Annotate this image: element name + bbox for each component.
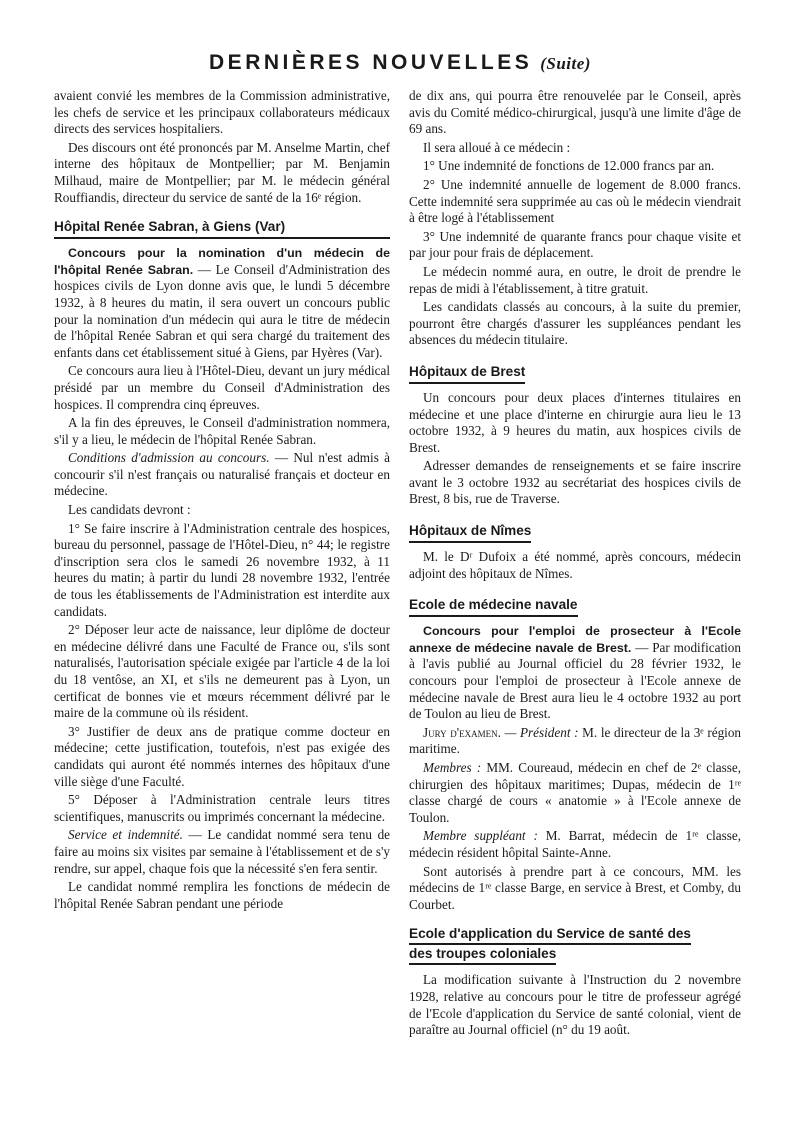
paragraph: La modification suivante à l'Instruction du 2 novembre 1928, relative au concours pour le titre de professeur agrégé de l'Ecole d'application du Service de santé colonial, vient de paraître au Journal officiel (n° du 19 août. <box>409 972 741 1038</box>
paragraph: Un concours pour deux places d'internes titulaires en médecine et une place d'interne en chirurgie aura lieu le 13 octobre 1932, à 9 heures du matin, aux hospices civils de Brest. <box>409 389 741 455</box>
paragraph: Il sera alloué à ce médecin : <box>423 139 571 155</box>
paragraph <box>54 450 390 500</box>
italic-label: — Président : <box>504 724 579 740</box>
paragraph-text: — Le Conseil d'Administration des hospices civils de Lyon donne avis que, le lundi 5 décembre 1932, à 8 heures du matin, il sera ouvert un concours public pour la nomination d'un médecin qui aura le titre de médecin de l'hôpital Renée Sabran et qui sera chargé du traitement des enfants dans cet établissement situé à Giens, par Hyères (Var). <box>54 261 390 360</box>
paragraph <box>409 760 741 826</box>
paragraph: A la fin des épreuves, le Conseil d'administration nommera, s'il y a lieu, le médecin de l'hôpital Renée Sabran. <box>54 415 390 447</box>
paragraph <box>409 828 741 861</box>
paragraph: 5° Déposer à l'Administration centrale leurs titres scientifiques, manuscrits ou imprimés concernant la médecine. <box>54 792 390 824</box>
italic-label: Service et indemnité. <box>68 827 183 843</box>
section-title-line-1: Ecole d'application du Service de santé des <box>409 925 691 945</box>
section-title-brest: Hôpitaux de Brest <box>409 363 525 384</box>
paragraph: 3° Justifier de deux ans de pratique comme docteur en médecine; cette justification, toutefois, n'est pas exigée des candidats qui auront été nommés internes des hôpitaux d'une ville siège d'une Faculté. <box>54 723 390 789</box>
paragraph: Le médecin nommé aura, en outre, le droit de prendre le repas de midi à l'établissement, à titre gratuit. <box>409 263 741 296</box>
section-title-line-2: des troupes coloniales <box>409 945 556 965</box>
page-header <box>0 50 800 77</box>
paragraph: Ce concours aura lieu à l'Hôtel-Dieu, devant un jury médical présidé par un membre du Conseil d'Administration des hospices. Il comprendra cinq épreuves. <box>54 363 390 412</box>
paragraph: Adresser demandes de renseignements et se faire inscrire avant le 3 octobre 1932 au secrétariat des hospices civils de Brest, 8 bis, rue de Traverse. <box>409 458 741 507</box>
paragraph: Sont autorisés à prendre part à ce concours, MM. les médecins de 1ʳᵉ classe Barge, en service à Brest, et Comby, du Courbet. <box>409 863 741 912</box>
section-title-nimes: Hôpitaux de Nîmes <box>409 522 531 543</box>
paragraph: de dix ans, qui pourra être renouvelée par le Conseil, après avis du Comité médico-chirurgical, jusqu'à une limite d'âge de 69 ans. <box>409 88 741 137</box>
paragraph-text: — Nul n'est admis à concourir s'il n'est français ou naturalisé français et docteur en médecine. <box>54 450 391 499</box>
lead-text: Concours pour l'emploi de prosecteur à l'Ecole annexe de médecine navale de Brest. <box>409 624 741 655</box>
section-title-navale: Ecole de médecine navale <box>409 596 578 617</box>
paragraph: M. le Dʳ Dufoix a été nommé, après concours, médecin adjoint des hôpitaux de Nîmes. <box>409 549 741 581</box>
header-suite: (Suite) <box>540 54 591 73</box>
paragraph <box>54 245 390 361</box>
paragraph-text: — Par modification à l'avis publié au Journal officiel du 28 février 1932, le concours pour l'emploi de prosecteur à l'Ecole annexe de médecine navale de Brest aura lieu le 4 octobre 1932 au port de Toulon au lieu de Brest. <box>409 639 741 722</box>
italic-label: Conditions d'admission au concours. <box>68 450 270 466</box>
paragraph <box>409 725 741 758</box>
paragraph: Le candidat nommé remplira les fonctions de médecin de l'hôpital Renée Sabran pendant une période <box>54 879 390 911</box>
section-title-coloniales <box>409 925 741 966</box>
paragraph: 3° Une indemnité de quarante francs pour chaque visite et par jour pour frais de déplacement. <box>409 228 741 261</box>
paragraph-text: MM. Coureaud, médecin en chef de 2ᵉ classe, chirurgien des hôpitaux maritimes; Dupas, médecin de 1ʳᵉ classe chargé de cours « anatomie » à l'Ecole annexe de Toulon. <box>409 760 741 825</box>
paragraph <box>54 827 390 877</box>
header-title: DERNIÈRES NOUVELLES <box>209 51 533 74</box>
lead-text: Concours pour la nomination d'un médecin de l'hôpital Renée Sabran. <box>54 246 390 277</box>
italic-label: Membre suppléant : <box>423 828 538 844</box>
paragraph: 1° Se faire inscrire à l'Administration centrale des hospices, bureau du personnel, passage de l'Hôtel-Dieu, n° 44; le registre d'inscription sera clos le samedi 26 novembre 1932, à 11 heures du matin; à partir du lundi 28 novembre 1932, l'entrée de tous les établissements de l'Administration est interdite aux candidats. <box>54 520 390 619</box>
paragraph: 2° Déposer leur acte de naissance, leur diplôme de docteur en médecine délivré dans une Faculté de France ou, s'ils sont naturalisés, l'autorisation spéciale exigée par l'article 4 de la loi du 18 ventôse, an XI, et s'ils ne demeurent pas à Lyon, un certificat de bonnes vie et mœurs récemment délivré par le maire de la commune où ils résident. <box>54 622 390 721</box>
italic-label: Membres : <box>423 760 482 775</box>
right-column <box>409 88 741 1041</box>
paragraph <box>409 623 741 723</box>
left-column <box>54 88 390 914</box>
paragraph: 1° Une indemnité de fonctions de 12.000 francs par an. <box>423 158 715 174</box>
paragraph: Les candidats devront : <box>68 502 191 518</box>
paragraph: avaient convié les membres de la Commission administrative, les chefs de service et les principaux collaborateurs médicaux directs des services hospitaliers. <box>54 88 390 137</box>
paragraph: Des discours ont été prononcés par M. Anselme Martin, chef interne des hôpitaux de Montpellier; par M. Benjamin Milhaud, maire de Montpellier; par M. le médecin général Rouffiandis, directeur du service de santé de la 16ᵉ région. <box>54 139 390 205</box>
section-title-sabran: Hôpital Renée Sabran, à Giens (Var) <box>54 218 390 239</box>
paragraph: Les candidats classés au concours, à la suite du premier, pourront être chargés d'assurer les suppléances pendant les absences du médecin titulaire. <box>409 299 741 348</box>
paragraph: 2° Une indemnité annuelle de logement de 8.000 francs. Cette indemnité sera supprimée au cas où le médecin viendrait à être logé à l'établissement <box>409 176 741 226</box>
paragraph-text: M. Barrat, médecin de 1ʳᵉ classe, médecin résident hôpital Sainte-Anne. <box>409 828 741 860</box>
paragraph-text: — Le candidat nommé sera tenu de faire au moins six visites par semaine à l'établissement et de s'y rendre, sur appel, chaque fois que la nécessité s'en fera sentir. <box>54 827 391 876</box>
paragraph-text: M. le directeur de la 3ᵉ région maritime. <box>409 724 742 757</box>
smallcaps-label: Jury d'examen. <box>423 724 501 740</box>
